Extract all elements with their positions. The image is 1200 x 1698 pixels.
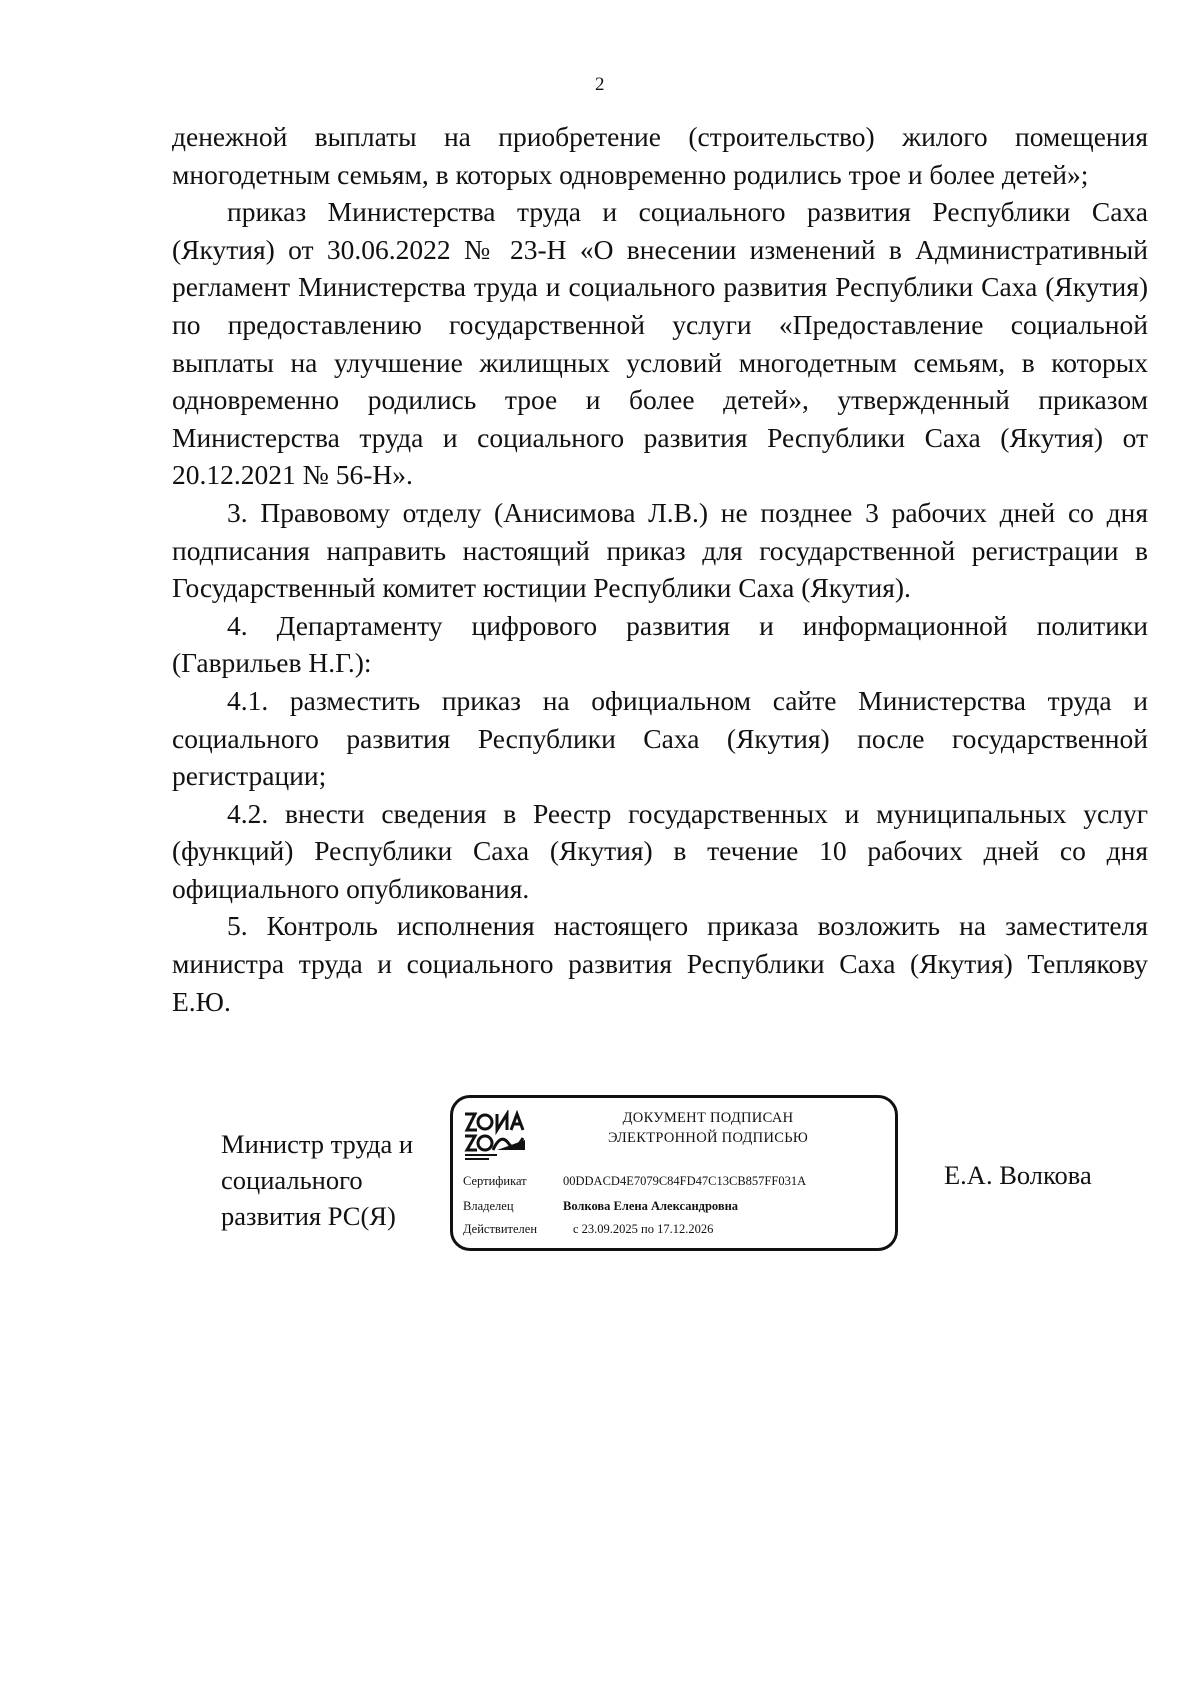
document-body (172, 118, 1148, 1020)
paragraph: денежной выплаты на приобретение (строительство) жилого помещения многодетным семьям, в которых одновременно родились трое и более детей»; (172, 121, 1148, 190)
paragraph: 4.2. внести сведения в Реестр государственных и муниципальных услуг (функций) Республики Саха (Якутия) в течение 10 рабочих дней со дня официального опубликования. (172, 797, 1148, 904)
electronic-signature-stamp (450, 1095, 898, 1251)
signer-position-line: развития РС(Я) (221, 1201, 396, 1231)
signer-position-line: Министр труда и (221, 1129, 414, 1159)
paragraph: 4. Департаменту цифрового развития и информационной политики (Гаврильев Н.Г.): (172, 609, 1148, 679)
page-number: 2 (595, 74, 605, 95)
stamp-heading (543, 1108, 873, 1148)
paragraph: 5. Контроль исполнения настоящего приказа возложить на заместителя министра труда и социального развития Республики Саха (Якутия) Теплякову Е.Ю. (172, 910, 1148, 1017)
stamp-heading-line: ЭЛЕКТРОННОЙ ПОДПИСЬЮ (607, 1130, 809, 1146)
paragraph: приказ Министерства труда и социального развития Республики Саха (Якутия) от 30.06.2022 № 23-Н «О внесении изменений в Административный регламент Министерства труда и социального развития Республики Саха (Якутия) по предоставлению государственной услуги «Предоставление социальной выплаты на улучшение жилищных условий многодетным семьям, в которых одновременно родились трое и более детей», утвержденный приказом Министерства труда и социального развития Республики Саха (Якутия) от 20.12.2021 № 56-Н». (172, 196, 1148, 491)
stamp-owner-row (463, 1199, 738, 1214)
owner-label: Владелец (463, 1199, 514, 1213)
stamp-validity-row (463, 1222, 713, 1237)
paragraph: 4.1. разместить приказ на официальном сайте Министерства труда и социального развития Республики Саха (Якутия) после государственной регистрации; (172, 684, 1148, 792)
stamp-heading-line: ДОКУМЕНТ ПОДПИСАН (622, 1110, 794, 1126)
certificate-value: 00DDACD4E7079C84FD47C13CB857FF031A (563, 1174, 807, 1188)
paragraph: 3. Правовому отделу (Анисимова Л.В.) не позднее 3 рабочих дней со дня подписания направить настоящий приказ для государственной регистрации в Государственный комитет юстиции Республики Саха (Якутия). (172, 496, 1148, 604)
signer-position (221, 1126, 451, 1234)
year-emblem-logo-icon (463, 1110, 527, 1162)
stamp-certificate-row (463, 1174, 806, 1189)
validity-label: Действителен (463, 1222, 538, 1236)
certificate-label: Сертификат (463, 1174, 527, 1188)
signer-position-line: социального (221, 1165, 363, 1195)
validity-value: с 23.09.2025 по 17.12.2026 (573, 1222, 714, 1236)
signer-name: Е.А. Волкова (944, 1160, 1092, 1190)
owner-value: Волкова Елена Александровна (563, 1199, 739, 1213)
